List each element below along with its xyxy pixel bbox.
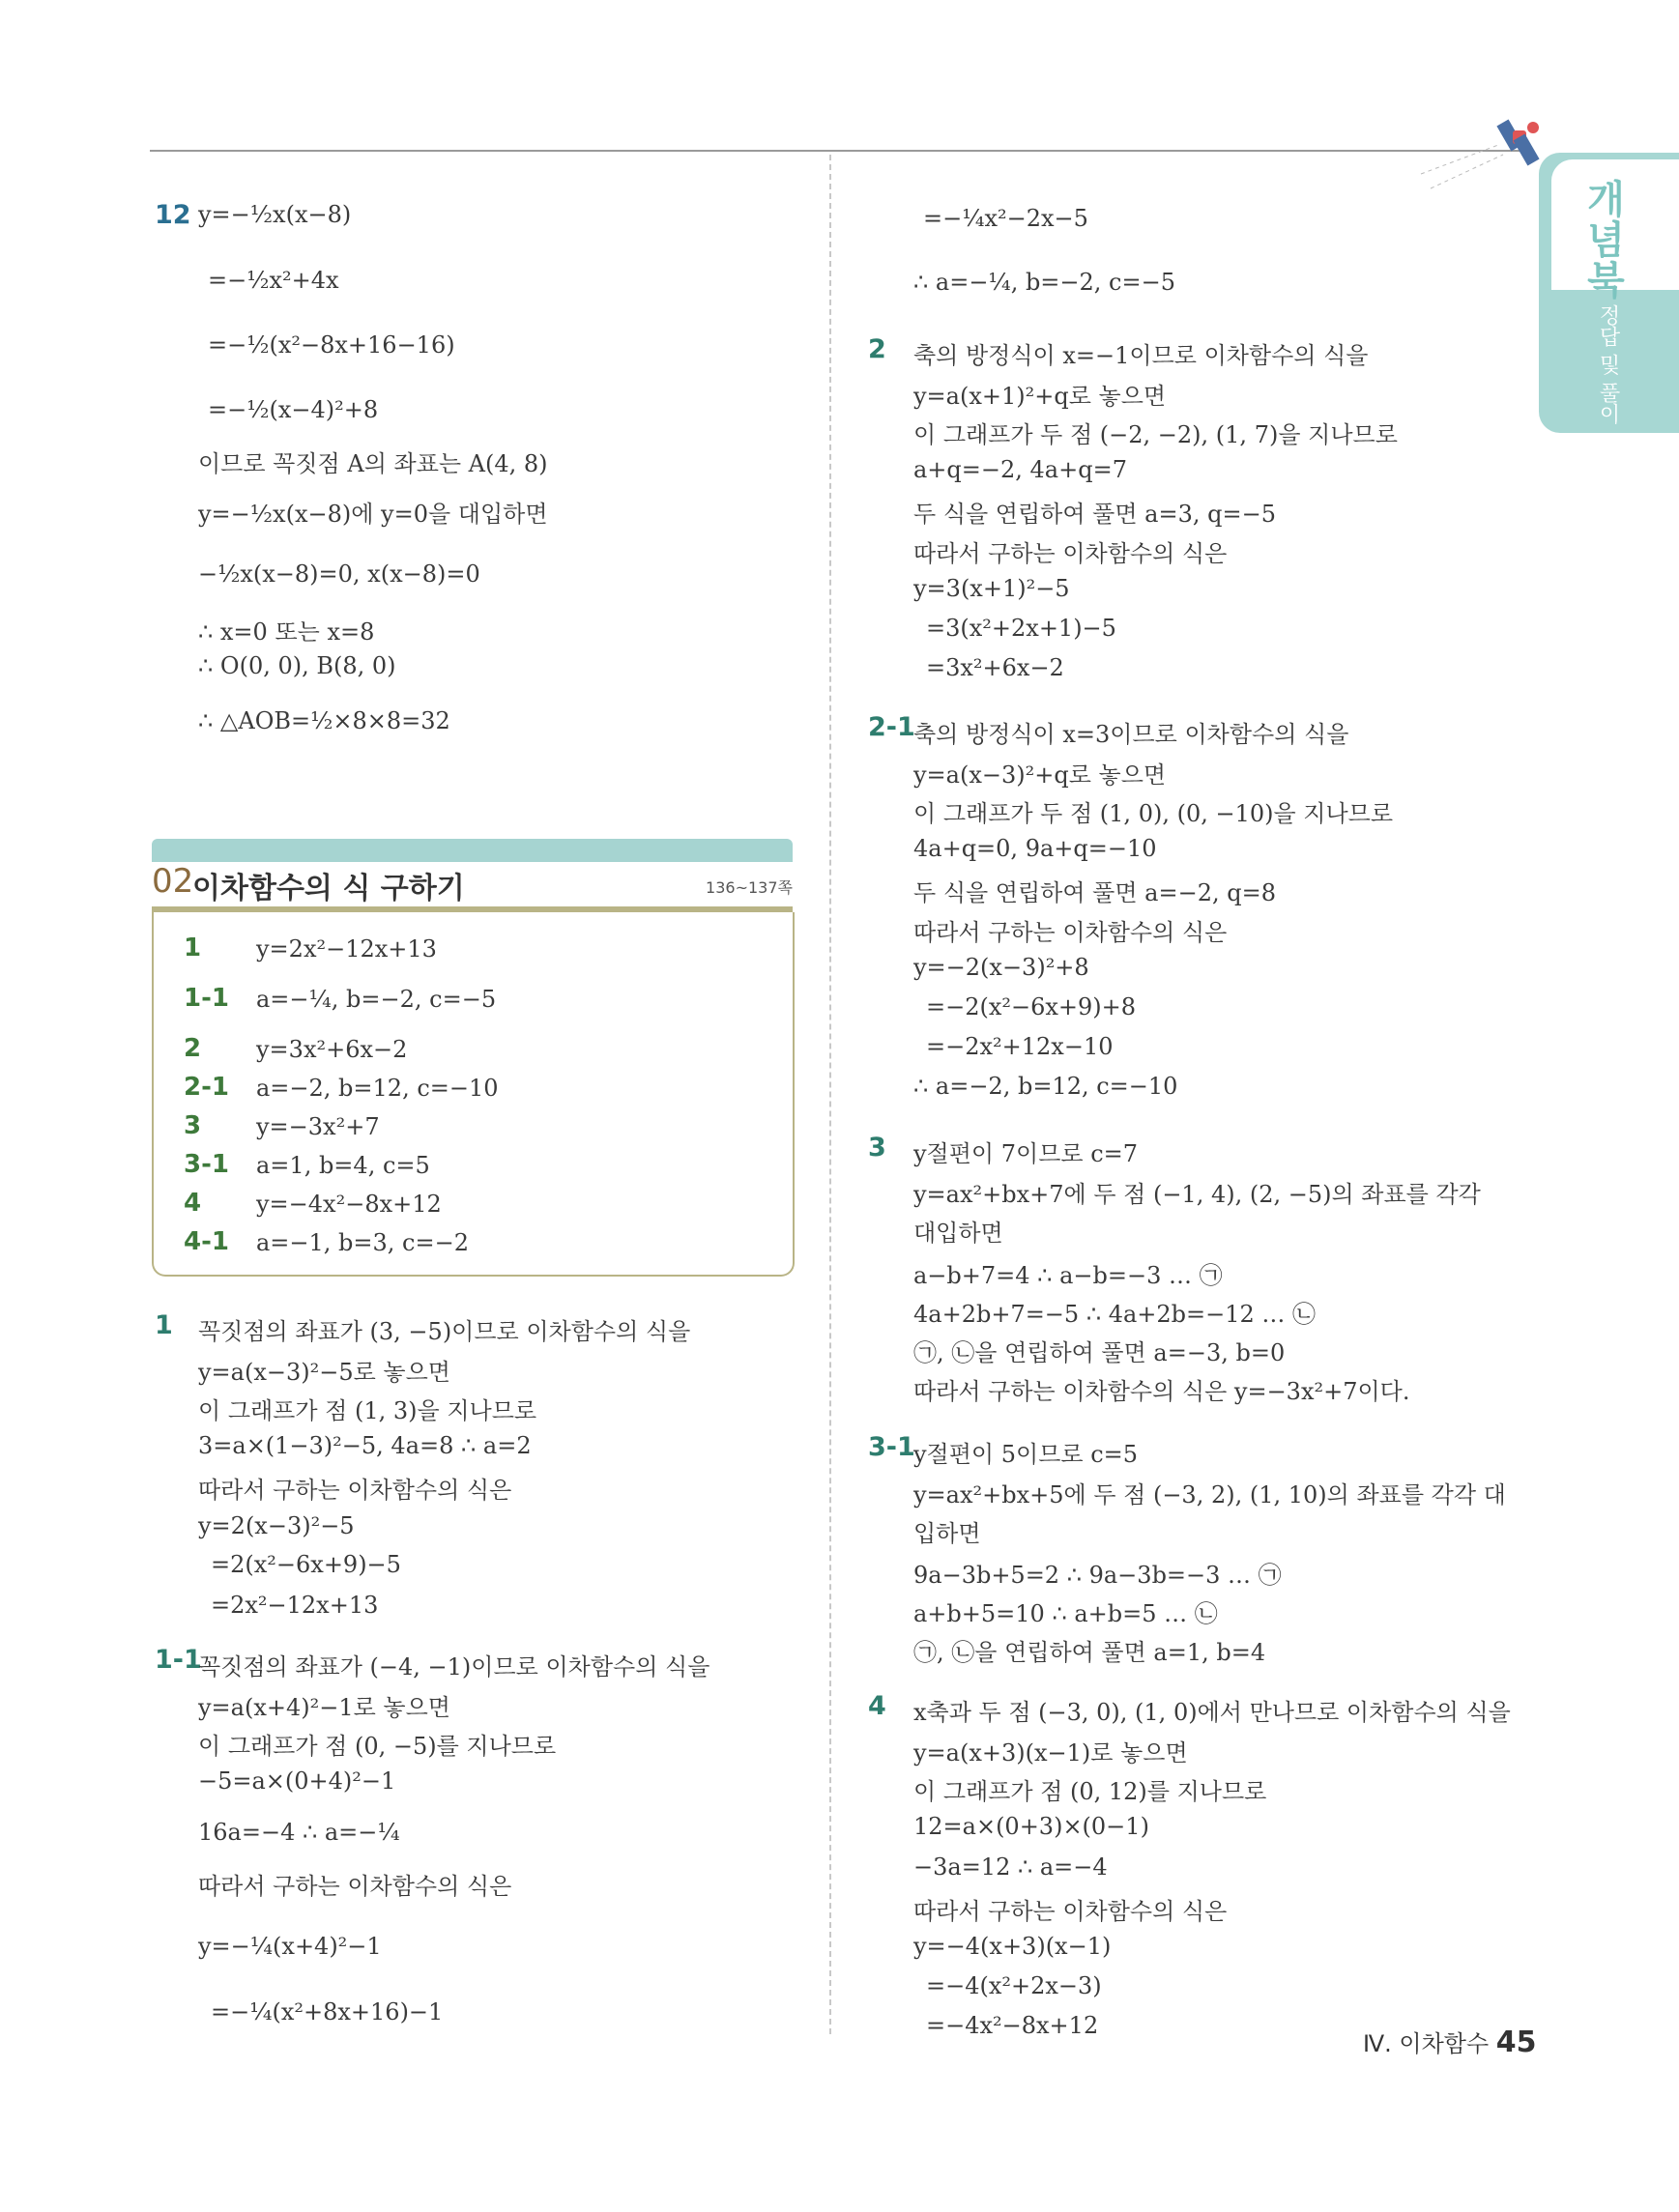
solution-line: 3=a×(1−3)²−5, 4a=8 ∴ a=2 [198, 1432, 532, 1459]
solution-line: y=ax²+bx+7에 두 점 (−1, 4), (2, −5)의 좌표를 각각 [913, 1181, 1481, 1208]
solution-line: 이 그래프가 점 (0, 12)를 지나므로 [913, 1778, 1267, 1805]
solution-line: y=ax²+bx+5에 두 점 (−3, 2), (1, 10)의 좌표를 각각 대 [913, 1481, 1506, 1508]
top-rule [150, 150, 1522, 152]
solution-line: a+b+5=10 ∴ a+b=5 … ㉡ [913, 1600, 1218, 1627]
solution-line: 이 그래프가 점 (1, 3)을 지나므로 [198, 1397, 537, 1424]
solution-line: y=−½x(x−8) [198, 201, 352, 228]
solution-line: 따라서 구하는 이차함수의 식은 [198, 1477, 512, 1504]
solution-line: =3(x²+2x+1)−5 [926, 615, 1116, 642]
solution-line: a+q=−2, 4a+q=7 [913, 456, 1127, 483]
solution-line: −5=a×(0+4)²−1 [198, 1767, 396, 1795]
solution-line: 9a−3b+5=2 ∴ 9a−3b=−3 … ㉠ [913, 1562, 1282, 1589]
solution-line: ∴ x=0 또는 x=8 [198, 618, 375, 646]
solution-line: y=−½x(x−8)에 y=0을 대입하면 [198, 501, 548, 528]
solution-line: 두 식을 연립하여 풀면 a=3, q=−5 [913, 501, 1276, 528]
problem-label: 3 [868, 1133, 886, 1163]
section-title: 이차함수의 식 구하기 [192, 872, 465, 905]
answer-label: 2 [184, 1034, 202, 1063]
answer-value: a=−1, b=3, c=−2 [256, 1229, 469, 1256]
solution-line: 축의 방정식이 x=3이므로 이차함수의 식을 [913, 721, 1349, 748]
answer-value: y=−4x²−8x+12 [256, 1191, 442, 1218]
section-number: 02 [152, 862, 194, 901]
solution-line: y=a(x−3)²+q로 놓으면 [913, 761, 1167, 789]
solution-line: 12=a×(0+3)×(0−1) [913, 1813, 1149, 1840]
solution-line: =2x²−12x+13 [211, 1592, 379, 1619]
answer-label: 3-1 [184, 1150, 229, 1179]
solution-line: =−½(x²−8x+16−16) [208, 331, 455, 359]
solution-line: =2(x²−6x+9)−5 [211, 1551, 401, 1578]
solution-line: ㉠, ㉡을 연립하여 풀면 a=1, b=4 [913, 1639, 1266, 1666]
solution-line: 이 그래프가 두 점 (1, 0), (0, −10)을 지나므로 [913, 800, 1394, 827]
solution-line: 두 식을 연립하여 풀면 a=−2, q=8 [913, 879, 1276, 906]
solution-line: ∴ O(0, 0), B(8, 0) [198, 652, 396, 679]
answer-label: 4 [184, 1189, 202, 1218]
answer-value: a=−2, b=12, c=−10 [256, 1075, 499, 1102]
problem-label: 12 [155, 200, 191, 230]
solution-line: =−4(x²+2x−3) [926, 1972, 1102, 1999]
solution-line: y=a(x+3)(x−1)로 놓으면 [913, 1739, 1188, 1767]
solution-line: y=−2(x−3)²+8 [913, 954, 1089, 981]
answer-label: 1 [184, 934, 202, 962]
solution-line: y=−4(x+3)(x−1) [913, 1933, 1112, 1960]
answer-label: 1-1 [184, 984, 229, 1013]
solution-line: 4a+2b+7=−5 ∴ 4a+2b=−12 … ㉡ [913, 1301, 1317, 1328]
solution-line: ∴ a=−2, b=12, c=−10 [913, 1073, 1178, 1100]
solution-line: y=3(x+1)²−5 [913, 575, 1070, 602]
section-title-block [152, 862, 793, 908]
problem-label: 1 [155, 1310, 173, 1340]
problem-label: 3-1 [868, 1432, 915, 1462]
answer-value: a=−¼, b=−2, c=−5 [256, 986, 497, 1013]
solution-line: =−½(x−4)²+8 [208, 396, 379, 423]
solution-line: 꼭짓점의 좌표가 (3, −5)이므로 이차함수의 식을 [198, 1318, 691, 1345]
solution-line: =−¼x²−2x−5 [923, 205, 1088, 232]
solution-line: 이 그래프가 점 (0, −5)를 지나므로 [198, 1733, 557, 1760]
section-header-bar [152, 839, 793, 862]
solution-line: ㉠, ㉡을 연립하여 풀면 a=−3, b=0 [913, 1339, 1286, 1366]
answer-label: 3 [184, 1111, 202, 1140]
chapter-title: Ⅳ. 이차함수 [1363, 2030, 1490, 2057]
solution-line: 꼭짓점의 좌표가 (−4, −1)이므로 이차함수의 식을 [198, 1653, 710, 1681]
solution-line: y절편이 5이므로 c=5 [913, 1441, 1139, 1468]
solution-line: 따라서 구하는 이차함수의 식은 [913, 1898, 1228, 1925]
solution-line: y절편이 7이므로 c=7 [913, 1140, 1139, 1167]
answer-label: 2-1 [184, 1073, 229, 1102]
solution-line: ∴ a=−¼, b=−2, c=−5 [913, 269, 1175, 296]
page-footer [1363, 2025, 1537, 2059]
solution-line: 따라서 구하는 이차함수의 식은 [198, 1873, 512, 1900]
solution-line: 이므로 꼭짓점 A의 좌표는 A(4, 8) [198, 450, 548, 477]
solution-line: =−¼(x²+8x+16)−1 [211, 1998, 444, 2025]
solution-line: 16a=−4 ∴ a=−¼ [198, 1819, 400, 1846]
solution-line: y=−¼(x+4)²−1 [198, 1933, 382, 1960]
solution-line: 따라서 구하는 이차함수의 식은 [913, 919, 1228, 946]
solution-line: y=a(x+1)²+q로 놓으면 [913, 383, 1167, 410]
answer-value: y=3x²+6x−2 [256, 1036, 408, 1063]
problem-label: 2-1 [868, 712, 915, 742]
section-pages: 136~137쪽 [706, 878, 793, 897]
solution-line: =−4x²−8x+12 [926, 2012, 1099, 2039]
answer-label: 4-1 [184, 1227, 229, 1256]
problem-label: 1-1 [155, 1645, 202, 1675]
solution-line: y=a(x+4)²−1로 놓으면 [198, 1694, 450, 1721]
solution-line: ∴ △AOB=½×8×8=32 [198, 707, 450, 734]
solution-line: =−2(x²−6x+9)+8 [926, 993, 1137, 1020]
solution-line: y=a(x−3)²−5로 놓으면 [198, 1359, 450, 1386]
solution-line: −½x(x−8)=0, x(x−8)=0 [198, 560, 480, 588]
tab-title: 개념북 [1580, 179, 1625, 301]
solution-line: 이 그래프가 두 점 (−2, −2), (1, 7)을 지나므로 [913, 421, 1398, 448]
problem-label: 2 [868, 334, 886, 364]
column-divider [829, 155, 831, 2034]
solution-line: 따라서 구하는 이차함수의 식은 [913, 540, 1228, 567]
solution-line: x축과 두 점 (−3, 0), (1, 0)에서 만나므로 이차함수의 식을 [913, 1699, 1511, 1726]
solution-line: 축의 방정식이 x=−1이므로 이차함수의 식을 [913, 342, 1369, 369]
solution-line: =−2x²+12x−10 [926, 1033, 1114, 1060]
solution-line: 대입하면 [913, 1220, 1003, 1247]
satellite-icon [1411, 106, 1547, 193]
page-number: 45 [1495, 2025, 1537, 2059]
solution-line: 따라서 구하는 이차함수의 식은 y=−3x²+7이다. [913, 1378, 1410, 1405]
problem-label: 4 [868, 1691, 886, 1721]
tab-subtitle: 정답 및 풀이 [1596, 304, 1620, 424]
solution-line: 입하면 [913, 1520, 981, 1547]
solution-line: −3a=12 ∴ a=−4 [913, 1853, 1108, 1881]
answer-value: a=1, b=4, c=5 [256, 1152, 430, 1179]
solution-line: =3x²+6x−2 [926, 654, 1064, 681]
answer-value: y=2x²−12x+13 [256, 935, 437, 962]
solution-line: a−b+7=4 ∴ a−b=−3 … ㉠ [913, 1262, 1223, 1289]
solution-line: y=2(x−3)²−5 [198, 1512, 355, 1539]
solution-line: =−½x²+4x [208, 267, 339, 294]
answer-value: y=−3x²+7 [256, 1113, 380, 1140]
solution-line: 4a+q=0, 9a+q=−10 [913, 835, 1157, 862]
